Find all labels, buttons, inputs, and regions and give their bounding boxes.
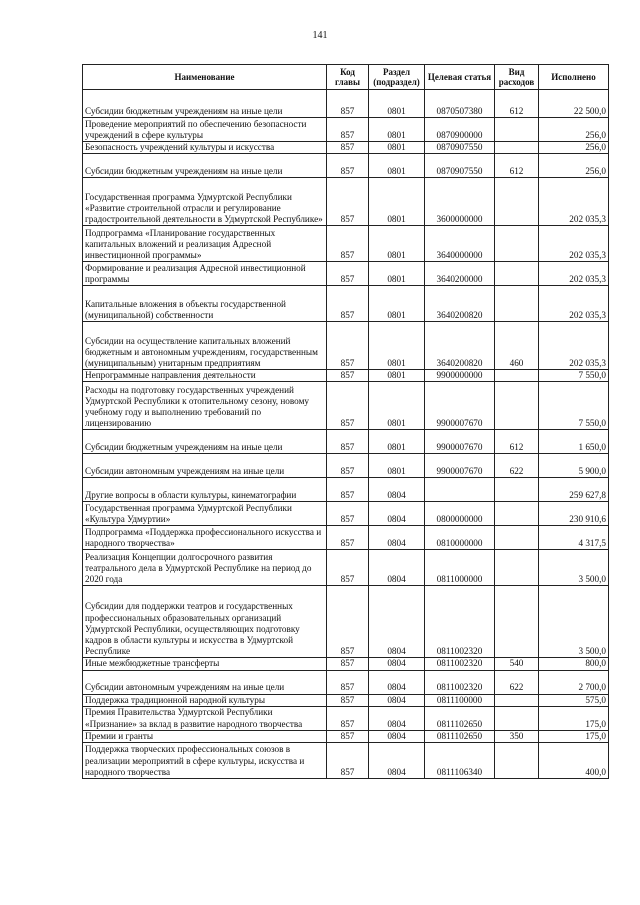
row-executed: 5 900,0 bbox=[539, 454, 609, 478]
row-expense-type bbox=[495, 502, 539, 526]
row-name: Расходы на подготовку государственных учреждений Удмуртской Республики к отопительному сезону, новому учебному году и выполнению требований по лицензированию bbox=[83, 382, 327, 430]
row-name: Субсидии на осуществление капитальных вложений бюджетным и автономным учреждениям, государственным (муниципальным) унитарным предприятиям bbox=[83, 322, 327, 370]
row-section: 0801 bbox=[369, 454, 425, 478]
row-name: Субсидии автономным учреждениям на иные цели bbox=[83, 454, 327, 478]
table-row bbox=[83, 526, 609, 550]
row-expense-type bbox=[495, 226, 539, 262]
table-row bbox=[83, 322, 609, 370]
table-row bbox=[83, 743, 609, 779]
row-section: 0801 bbox=[369, 430, 425, 454]
row-code: 857 bbox=[327, 478, 369, 502]
row-section: 0801 bbox=[369, 118, 425, 142]
row-section: 0804 bbox=[369, 694, 425, 706]
row-section: 0801 bbox=[369, 154, 425, 178]
row-code: 857 bbox=[327, 154, 369, 178]
row-expense-type: 460 bbox=[495, 322, 539, 370]
row-expense-type bbox=[495, 118, 539, 142]
row-section: 0801 bbox=[369, 382, 425, 430]
row-section: 0804 bbox=[369, 670, 425, 694]
row-expense-type: 622 bbox=[495, 670, 539, 694]
row-section: 0801 bbox=[369, 286, 425, 322]
row-target: 0870907550 bbox=[425, 154, 495, 178]
row-executed: 202 035,3 bbox=[539, 262, 609, 286]
row-target: 0870907550 bbox=[425, 142, 495, 154]
row-name: Проведение мероприятий по обеспечению безопасности учреждений в сфере культуры bbox=[83, 118, 327, 142]
row-expense-type bbox=[495, 478, 539, 502]
row-name: Реализация Концепции долгосрочного развития театрального дела в Удмуртской Республике на период до 2020 года bbox=[83, 550, 327, 586]
row-executed: 256,0 bbox=[539, 142, 609, 154]
row-expense-type bbox=[495, 178, 539, 226]
row-code: 857 bbox=[327, 430, 369, 454]
row-executed: 3 500,0 bbox=[539, 550, 609, 586]
row-expense-type: 612 bbox=[495, 430, 539, 454]
row-target: 9900007670 bbox=[425, 382, 495, 430]
row-expense-type: 612 bbox=[495, 90, 539, 118]
row-expense-type bbox=[495, 706, 539, 730]
row-code: 857 bbox=[327, 454, 369, 478]
row-name: Непрограммные направления деятельности bbox=[83, 370, 327, 382]
table-row bbox=[83, 658, 609, 670]
row-expense-type bbox=[495, 743, 539, 779]
table-row bbox=[83, 90, 609, 118]
row-name: Подпрограмма «Поддержка профессионального искусства и народного творчества» bbox=[83, 526, 327, 550]
table-row bbox=[83, 118, 609, 142]
row-target: 3640200000 bbox=[425, 262, 495, 286]
row-section: 0804 bbox=[369, 526, 425, 550]
row-target: 9900007670 bbox=[425, 454, 495, 478]
row-expense-type: 612 bbox=[495, 154, 539, 178]
row-code: 857 bbox=[327, 286, 369, 322]
row-name: Субсидии бюджетным учреждениям на иные цели bbox=[83, 430, 327, 454]
row-target: 0811106340 bbox=[425, 743, 495, 779]
row-name: Премии и гранты bbox=[83, 730, 327, 742]
row-code: 857 bbox=[327, 322, 369, 370]
row-target: 9900000000 bbox=[425, 370, 495, 382]
table-row bbox=[83, 154, 609, 178]
row-name: Формирование и реализация Адресной инвестиционной программы bbox=[83, 262, 327, 286]
row-name: Премия Правительства Удмуртской Республики «Признание» за вклад в развитие народного творчества bbox=[83, 706, 327, 730]
row-expense-type bbox=[495, 142, 539, 154]
row-code: 857 bbox=[327, 262, 369, 286]
header-name: Наименование bbox=[83, 65, 327, 90]
table-row bbox=[83, 550, 609, 586]
row-section: 0804 bbox=[369, 502, 425, 526]
row-executed: 256,0 bbox=[539, 118, 609, 142]
row-code: 857 bbox=[327, 730, 369, 742]
table-row bbox=[83, 694, 609, 706]
row-section: 0804 bbox=[369, 706, 425, 730]
row-section: 0804 bbox=[369, 478, 425, 502]
row-section: 0804 bbox=[369, 658, 425, 670]
row-expense-type bbox=[495, 286, 539, 322]
row-target: 0811102650 bbox=[425, 730, 495, 742]
row-target: 0811002320 bbox=[425, 658, 495, 670]
row-executed: 800,0 bbox=[539, 658, 609, 670]
row-executed: 3 500,0 bbox=[539, 586, 609, 658]
row-code: 857 bbox=[327, 658, 369, 670]
row-name: Поддержка традиционной народной культуры bbox=[83, 694, 327, 706]
table-row bbox=[83, 178, 609, 226]
row-executed: 175,0 bbox=[539, 706, 609, 730]
row-code: 857 bbox=[327, 526, 369, 550]
row-name: Субсидии бюджетным учреждениям на иные цели bbox=[83, 90, 327, 118]
row-code: 857 bbox=[327, 118, 369, 142]
row-expense-type bbox=[495, 262, 539, 286]
row-target: 0810000000 bbox=[425, 526, 495, 550]
table-row bbox=[83, 586, 609, 658]
row-executed: 400,0 bbox=[539, 743, 609, 779]
row-code: 857 bbox=[327, 586, 369, 658]
row-executed: 7 550,0 bbox=[539, 370, 609, 382]
row-executed: 202 035,3 bbox=[539, 286, 609, 322]
row-target: 3640000000 bbox=[425, 226, 495, 262]
row-section: 0804 bbox=[369, 730, 425, 742]
row-target: 0800000000 bbox=[425, 502, 495, 526]
row-executed: 1 650,0 bbox=[539, 430, 609, 454]
row-section: 0801 bbox=[369, 322, 425, 370]
row-section: 0801 bbox=[369, 142, 425, 154]
row-executed: 2 700,0 bbox=[539, 670, 609, 694]
row-target: 0811100000 bbox=[425, 694, 495, 706]
row-name: Иные межбюджетные трансферты bbox=[83, 658, 327, 670]
row-name: Безопасность учреждений культуры и искусства bbox=[83, 142, 327, 154]
row-expense-type bbox=[495, 526, 539, 550]
table-row bbox=[83, 382, 609, 430]
row-code: 857 bbox=[327, 382, 369, 430]
row-name: Поддержка творческих профессиональных союзов в реализации мероприятий в сфере культуры, искусства и народного творчества bbox=[83, 743, 327, 779]
row-section: 0801 bbox=[369, 262, 425, 286]
row-executed: 202 035,3 bbox=[539, 322, 609, 370]
row-name: Подпрограмма «Планирование государственных капитальных вложений и реализация Адресной инвестиционной программы» bbox=[83, 226, 327, 262]
row-code: 857 bbox=[327, 502, 369, 526]
row-target: 0870507380 bbox=[425, 90, 495, 118]
row-target: 0870900000 bbox=[425, 118, 495, 142]
header-target: Целевая статья bbox=[425, 65, 495, 90]
row-name: Субсидии автономным учреждениям на иные цели bbox=[83, 670, 327, 694]
row-code: 857 bbox=[327, 670, 369, 694]
row-code: 857 bbox=[327, 90, 369, 118]
table-row bbox=[83, 226, 609, 262]
row-target: 9900007670 bbox=[425, 430, 495, 454]
row-executed: 202 035,3 bbox=[539, 178, 609, 226]
row-name: Капитальные вложения в объекты государственной (муниципальной) собственности bbox=[83, 286, 327, 322]
row-name: Другие вопросы в области культуры, кинематографии bbox=[83, 478, 327, 502]
row-code: 857 bbox=[327, 142, 369, 154]
table-row bbox=[83, 370, 609, 382]
header-section: Раздел (подраздел) bbox=[369, 65, 425, 90]
header-type: Вид расходов bbox=[495, 65, 539, 90]
row-code: 857 bbox=[327, 226, 369, 262]
row-code: 857 bbox=[327, 694, 369, 706]
header-code: Код главы bbox=[327, 65, 369, 90]
page-number: 141 bbox=[312, 30, 328, 41]
row-executed: 259 627,8 bbox=[539, 478, 609, 502]
row-section: 0801 bbox=[369, 178, 425, 226]
row-expense-type: 350 bbox=[495, 730, 539, 742]
row-executed: 202 035,3 bbox=[539, 226, 609, 262]
table-row bbox=[83, 430, 609, 454]
row-executed: 4 317,5 bbox=[539, 526, 609, 550]
row-code: 857 bbox=[327, 550, 369, 586]
row-section: 0804 bbox=[369, 586, 425, 658]
table-row bbox=[83, 142, 609, 154]
row-target: 0811102650 bbox=[425, 706, 495, 730]
row-section: 0804 bbox=[369, 550, 425, 586]
table-row bbox=[83, 478, 609, 502]
row-executed: 7 550,0 bbox=[539, 382, 609, 430]
table-row bbox=[83, 706, 609, 730]
row-target: 3640200820 bbox=[425, 322, 495, 370]
row-expense-type bbox=[495, 694, 539, 706]
table-row bbox=[83, 730, 609, 742]
row-name: Государственная программа Удмуртской Республики «Развитие строительной отрасли и регулирование градостроительной деятельности в Удмуртской Республике» bbox=[83, 178, 327, 226]
table-header-row bbox=[83, 65, 609, 90]
row-code: 857 bbox=[327, 743, 369, 779]
row-expense-type bbox=[495, 550, 539, 586]
row-target: 0811000000 bbox=[425, 550, 495, 586]
row-expense-type: 540 bbox=[495, 658, 539, 670]
table-row bbox=[83, 502, 609, 526]
row-expense-type bbox=[495, 586, 539, 658]
row-expense-type: 622 bbox=[495, 454, 539, 478]
row-executed: 175,0 bbox=[539, 730, 609, 742]
row-target: 0811002320 bbox=[425, 586, 495, 658]
row-code: 857 bbox=[327, 178, 369, 226]
header-executed: Исполнено bbox=[539, 65, 609, 90]
row-executed: 22 500,0 bbox=[539, 90, 609, 118]
row-section: 0801 bbox=[369, 226, 425, 262]
row-target: 3640200820 bbox=[425, 286, 495, 322]
row-code: 857 bbox=[327, 370, 369, 382]
row-executed: 230 910,6 bbox=[539, 502, 609, 526]
row-name: Государственная программа Удмуртской Республики «Культура Удмуртии» bbox=[83, 502, 327, 526]
budget-table bbox=[82, 64, 609, 779]
row-executed: 256,0 bbox=[539, 154, 609, 178]
row-executed: 575,0 bbox=[539, 694, 609, 706]
row-target: 3600000000 bbox=[425, 178, 495, 226]
row-name: Субсидии бюджетным учреждениям на иные цели bbox=[83, 154, 327, 178]
table-row bbox=[83, 670, 609, 694]
table-row bbox=[83, 454, 609, 478]
row-section: 0801 bbox=[369, 90, 425, 118]
row-name: Субсидии для поддержки театров и государственных профессиональных образовательных организаций Удмуртской Республики, осуществляющих подготовку кадров в области культуры и искусства в Удмуртской Республике bbox=[83, 586, 327, 658]
table-row bbox=[83, 262, 609, 286]
row-section: 0804 bbox=[369, 743, 425, 779]
row-section: 0801 bbox=[369, 370, 425, 382]
row-target bbox=[425, 478, 495, 502]
row-target: 0811002320 bbox=[425, 670, 495, 694]
table-body bbox=[83, 90, 609, 779]
table-row bbox=[83, 286, 609, 322]
row-expense-type bbox=[495, 370, 539, 382]
row-code: 857 bbox=[327, 706, 369, 730]
row-expense-type bbox=[495, 382, 539, 430]
